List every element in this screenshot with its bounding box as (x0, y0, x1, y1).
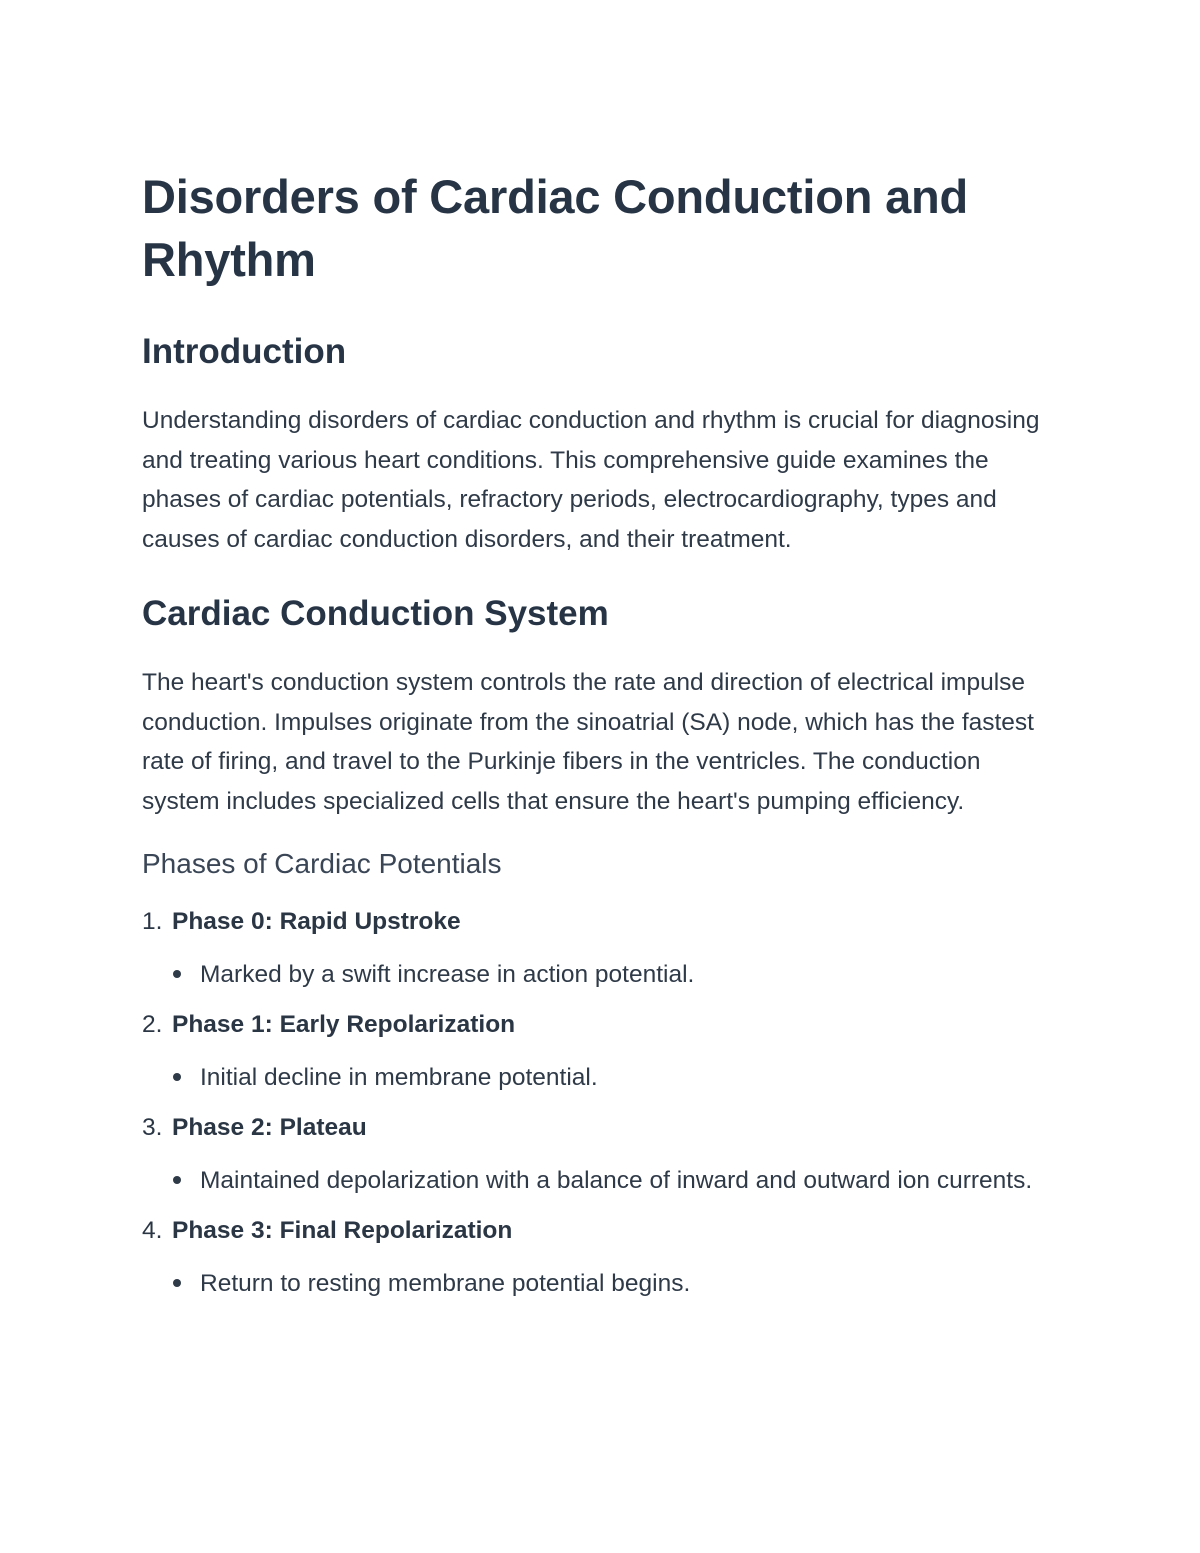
list-number: 3. (142, 1114, 163, 1141)
phase-description: Maintained depolarization with a balance of inward and outward ion currents. (200, 1167, 1033, 1194)
list-number: 1. (142, 908, 163, 935)
phase-description: Initial decline in membrane potential. (200, 1064, 598, 1091)
list-item (142, 1263, 1057, 1304)
list-item (142, 904, 1057, 995)
phase-title (142, 1213, 1057, 1249)
section-heading-cardiac-conduction-system: Cardiac Conduction System (142, 594, 609, 633)
list-item (142, 954, 1057, 995)
phases-list (142, 904, 1057, 1304)
list-item (142, 1160, 1057, 1201)
phase-description-list (142, 1160, 1057, 1201)
phase-title (142, 904, 1057, 940)
document-title: Disorders of Cardiac Conduction and Rhythm (142, 170, 969, 286)
phase-title-text: Phase 0: Rapid Upstroke (172, 908, 461, 935)
subheading-phases-of-cardiac-potentials: Phases of Cardiac Potentials (142, 848, 502, 879)
list-item (142, 1213, 1057, 1304)
cardiac-conduction-system-paragraph: The heart's conduction system controls the rate and direction of electrical impulse conduction. Impulses originate from the sinoatrial (SA) node, which has the fastest rate of firing, and travel to the Purkinje fibers in the ventricles. The conduction system includes specialized cells that ensure the heart's pumping efficiency. (142, 669, 1034, 815)
bullet-icon (173, 1176, 181, 1184)
list-item (142, 1110, 1057, 1201)
list-item (142, 1007, 1057, 1098)
phase-title (142, 1110, 1057, 1146)
phase-title-text: Phase 2: Plateau (172, 1114, 367, 1141)
phase-title-text: Phase 1: Early Repolarization (172, 1011, 516, 1038)
phase-description: Marked by a swift increase in action potential. (200, 961, 695, 988)
phase-title-text: Phase 3: Final Repolarization (172, 1217, 513, 1244)
phase-description-list (142, 1057, 1057, 1098)
list-number: 2. (142, 1011, 163, 1038)
phase-description: Return to resting membrane potential begins. (200, 1270, 691, 1297)
document-page (142, 165, 1057, 1316)
list-number: 4. (142, 1217, 163, 1244)
bullet-icon (173, 1073, 181, 1081)
bullet-icon (173, 970, 181, 978)
phase-title (142, 1007, 1057, 1043)
bullet-icon (173, 1279, 181, 1287)
phase-description-list (142, 954, 1057, 995)
phase-description-list (142, 1263, 1057, 1304)
section-heading-introduction: Introduction (142, 332, 347, 371)
list-item (142, 1057, 1057, 1098)
introduction-paragraph: Understanding disorders of cardiac conduction and rhythm is crucial for diagnosing and treating various heart conditions. This comprehensive guide examines the phases of cardiac potentials, refractory periods, electrocardiography, types and causes of cardiac conduction disorders, and their treatment. (142, 407, 1040, 553)
